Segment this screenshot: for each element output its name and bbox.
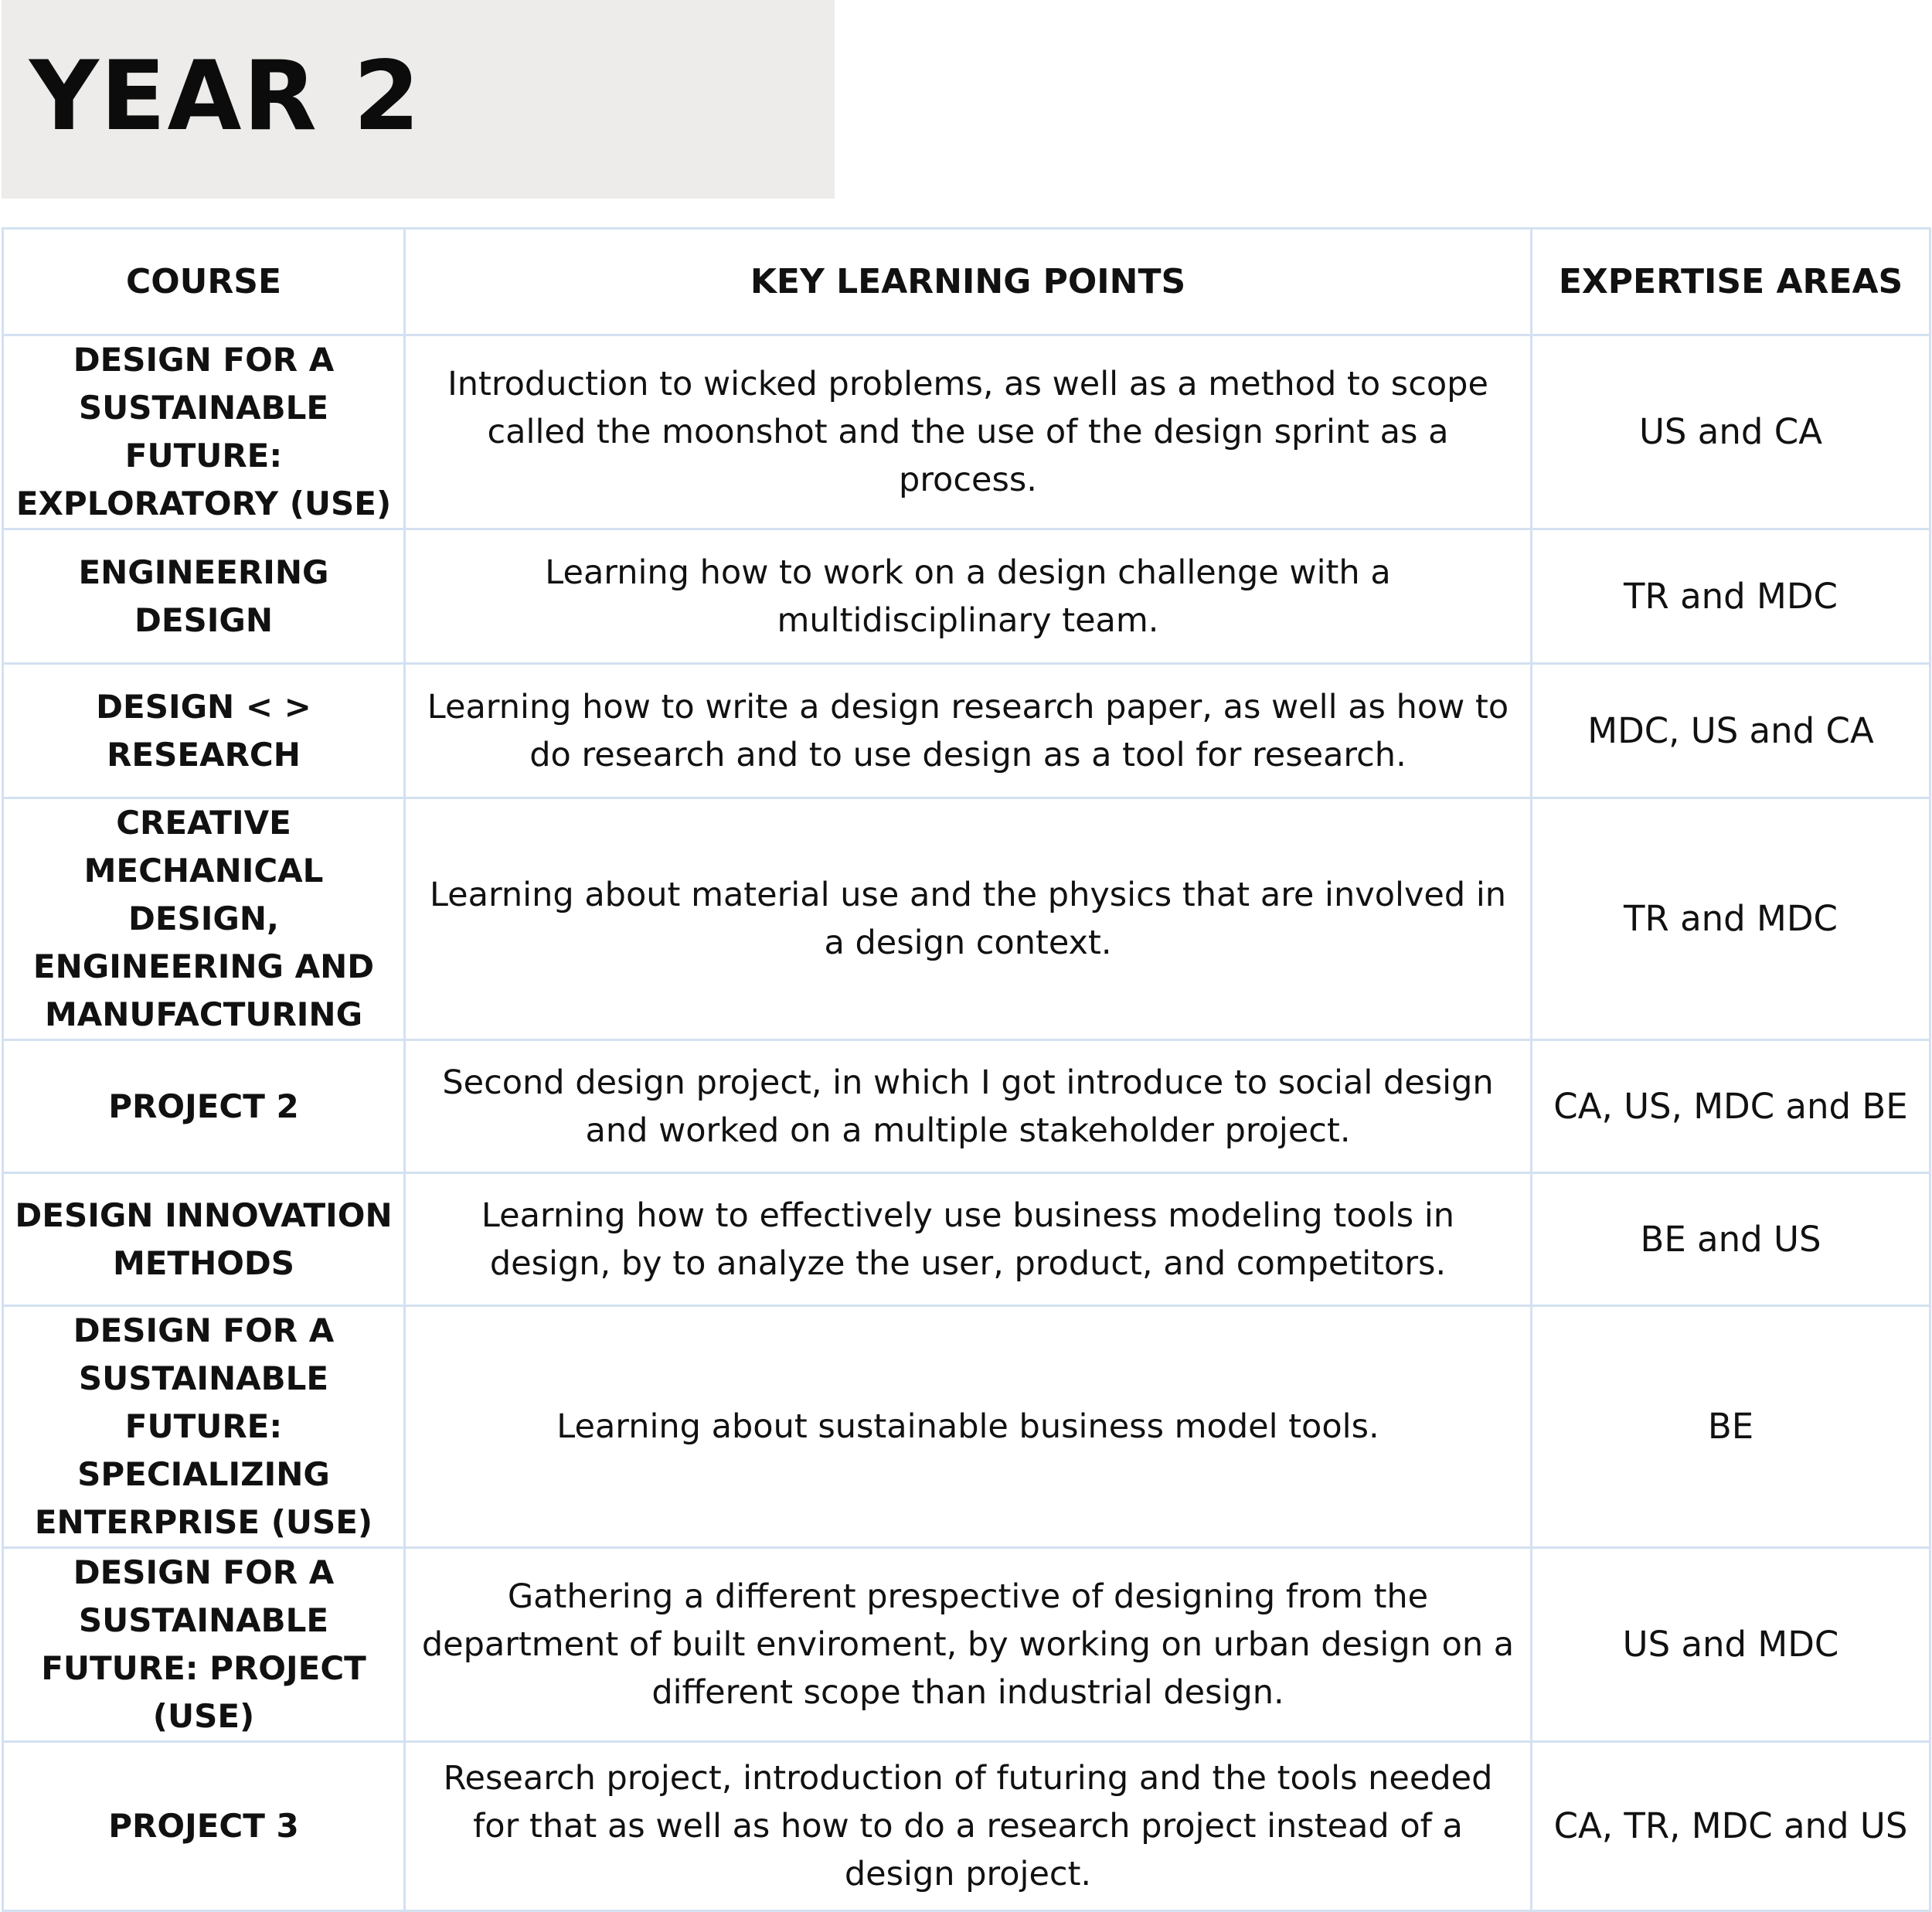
learning-points-cell: Learning how to write a design research paper, as well as how to do research and to use design as a tool for research. <box>405 664 1532 798</box>
expertise-areas-cell: US and MDC <box>1532 1548 1930 1742</box>
learning-points-cell: Learning about material use and the physics that are involved in a design context. <box>405 798 1532 1040</box>
learning-points-cell: Learning about sustainable business model tools. <box>405 1306 1532 1548</box>
expertise-areas-cell: BE and US <box>1532 1173 1930 1306</box>
learning-points-cell: Introduction to wicked problems, as well as a method to scope called the moonshot and the use of the design sprint as a process. <box>405 335 1532 529</box>
table-row <box>3 664 1930 798</box>
course-name-cell: PROJECT 3 <box>3 1742 405 1911</box>
learning-points-cell: Learning how to effectively use business modeling tools in design, by to analyze the user, product, and competitors. <box>405 1173 1532 1306</box>
learning-points-cell: Learning how to work on a design challenge with a multidisciplinary team. <box>405 529 1532 664</box>
expertise-areas-cell: CA, US, MDC and BE <box>1532 1040 1930 1173</box>
course-name-cell: DESIGN FOR A SUSTAINABLE FUTURE: EXPLORATORY (USE) <box>3 335 405 529</box>
course-name-cell: PROJECT 2 <box>3 1040 405 1173</box>
course-name-cell: DESIGN FOR A SUSTAINABLE FUTURE: SPECIALIZING ENTERPRISE (USE) <box>3 1306 405 1548</box>
learning-points-cell: Gathering a different prespective of designing from the department of built enviroment, by working on urban design on a different scope than industrial design. <box>405 1548 1532 1742</box>
table-row <box>3 529 1930 664</box>
table-row <box>3 1040 1930 1173</box>
course-name-cell: DESIGN < > RESEARCH <box>3 664 405 798</box>
title-banner <box>2 0 835 199</box>
expertise-areas-cell: US and CA <box>1532 335 1930 529</box>
course-name-cell: CREATIVE MECHANICAL DESIGN, ENGINEERING AND MANUFACTURING <box>3 798 405 1040</box>
learning-points-cell: Research project, introduction of futuring and the tools needed for that as well as how to do a research project instead of a design project. <box>405 1742 1532 1911</box>
table-row <box>3 798 1930 1040</box>
table-row <box>3 1173 1930 1306</box>
column-header-expertise-areas: EXPERTISE AREAS <box>1532 229 1930 335</box>
table-row <box>3 1548 1930 1742</box>
table-row <box>3 1742 1930 1911</box>
column-header-learning-points: KEY LEARNING POINTS <box>405 229 1532 335</box>
expertise-areas-cell: BE <box>1532 1306 1930 1548</box>
course-name-cell: DESIGN FOR A SUSTAINABLE FUTURE: PROJECT (USE) <box>3 1548 405 1742</box>
column-header-course: COURSE <box>3 229 405 335</box>
expertise-areas-cell: TR and MDC <box>1532 798 1930 1040</box>
learning-points-cell: Second design project, in which I got introduce to social design and worked on a multiple stakeholder project. <box>405 1040 1532 1173</box>
expertise-areas-cell: CA, TR, MDC and US <box>1532 1742 1930 1911</box>
expertise-areas-cell: MDC, US and CA <box>1532 664 1930 798</box>
expertise-areas-cell: TR and MDC <box>1532 529 1930 664</box>
table-header-row <box>3 229 1930 335</box>
table-row <box>3 335 1930 529</box>
page-title: YEAR 2 <box>29 41 422 152</box>
table-row <box>3 1306 1930 1548</box>
course-table <box>2 227 1931 1912</box>
course-name-cell: ENGINEERING DESIGN <box>3 529 405 664</box>
course-name-cell: DESIGN INNOVATION METHODS <box>3 1173 405 1306</box>
